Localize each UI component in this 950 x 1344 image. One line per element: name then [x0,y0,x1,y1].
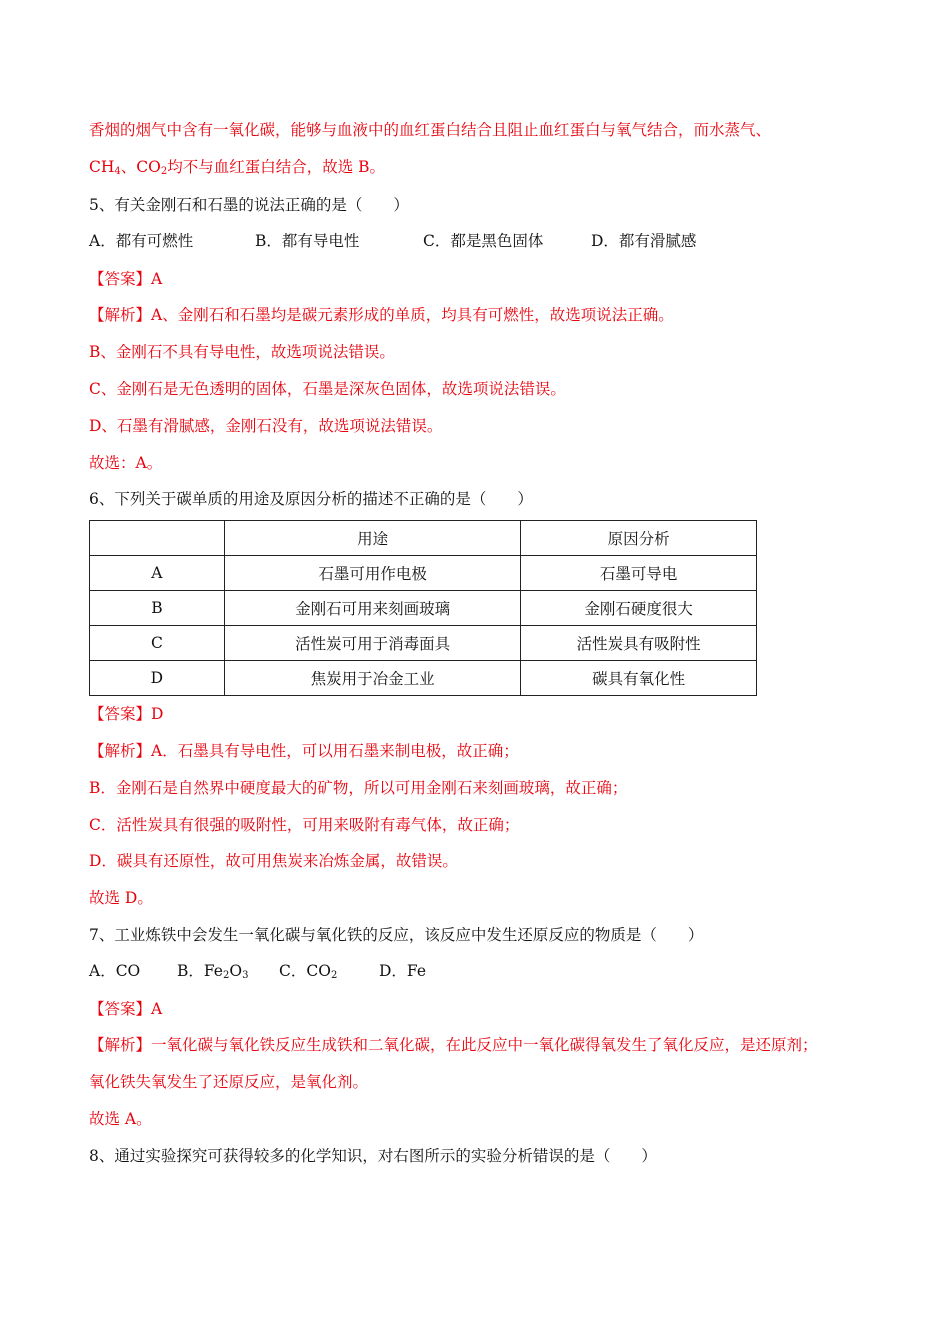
intro-analysis-line-2 [89,156,385,183]
q6-analysis-line-2: B．金刚石是自然界中硬度最大的矿物，所以可用金刚石来刻画玻璃，故正确； [89,779,628,797]
q5-option-d: D．都有滑腻感 [591,232,697,250]
q7-option-c [279,960,379,987]
subscript: 2 [222,970,230,981]
q5-analysis-line-3: C、金刚石是无色透明的固体，石墨是深灰色固体，故选项说法错误。 [89,380,566,398]
q5-analysis-line-1: 【解析】A、金刚石和石墨均是碳元素形成的单质，均具有可燃性，故选项说法正确。 [89,306,674,324]
q6-analysis-line-4: D．碳具有还原性，故可用焦炭来冶炼金属，故错误。 [89,852,458,870]
q7-answer: 【答案】A [89,1000,163,1018]
table-cell: 活性炭可用于消毒面具 [224,626,521,661]
q6-table [89,520,757,696]
q7-option-c-co: C．CO [279,962,331,980]
q6-conclusion: 故选 D。 [89,889,153,907]
intro-conclusion: 均不与血红蛋白结合，故选 B。 [167,158,386,176]
subscript: 3 [242,970,249,981]
q8-question: 8、通过实验探究可获得较多的化学知识，对右图所示的实验分析错误的是（ ） [89,1147,657,1165]
q5-question: 5、有关金刚石和石墨的说法正确的是（ ） [89,196,409,214]
table-cell: 石墨可导电 [521,556,757,591]
q5-conclusion: 故选：A。 [89,454,163,472]
table-cell: C [90,626,225,661]
q5-analysis-line-4: D、石墨有滑腻感，金刚石没有，故选项说法错误。 [89,417,443,435]
q7-question: 7、工业炼铁中会发生一氧化碳与氧化铁的反应，该反应中发生还原反应的物质是（ ） [89,926,704,944]
q5-answer: 【答案】A [89,270,163,288]
q6-analysis-line-3: C．活性炭具有很强的吸附性，可用来吸附有毒气体，故正确； [89,816,520,834]
q7-option-b-o: O [229,962,243,980]
q5-option-c: C．都是黑色固体 [423,232,544,250]
table-header-row [90,521,757,556]
subscript: 2 [160,166,168,177]
q7-analysis-line-1: 【解析】一氧化碳与氧化铁反应生成铁和二氧化碳，在此反应中一氧化碳得氧发生了氧化反应，是还原剂； [89,1036,818,1054]
intro-analysis-line-1: 香烟的烟气中含有一氧化碳，能够与血液中的血红蛋白结合且阻止血红蛋白与氧气结合，而水蒸气、 [89,121,772,139]
q5-option-a: A．都有可燃性 [89,232,194,250]
q5-option-b: B．都有导电性 [255,232,360,250]
table-header-cell: 用途 [224,521,521,556]
table-cell: 金刚石可用来刻画玻璃 [224,591,521,626]
table-row [90,556,757,591]
table-header-cell [90,521,225,556]
subscript: 2 [330,970,338,981]
table-cell: 石墨可用作电极 [224,556,521,591]
table-cell: B [90,591,225,626]
table-cell: 焦炭用于冶金工业 [224,661,521,696]
formula-ch4: CH [89,158,115,176]
q7-options [89,960,426,987]
table-cell: 活性炭具有吸附性 [521,626,757,661]
q5-options [89,230,696,252]
q7-conclusion: 故选 A。 [89,1110,152,1128]
q7-option-a: A．CO [89,962,141,980]
formula-co2: 、CO [120,158,161,176]
q7-option-b [177,960,279,987]
q6-answer: 【答案】D [89,705,164,723]
q5-analysis-line-2: B、金刚石不具有导电性，故选项说法错误。 [89,343,395,361]
table-cell: A [90,556,225,591]
q7-option-d: D．Fe [379,962,427,980]
table-row [90,626,757,661]
table-cell: D [90,661,225,696]
q7-option-b-fe: B．Fe [177,962,223,980]
table-row [90,591,757,626]
table-cell: 碳具有氧化性 [521,661,757,696]
table-header-cell: 原因分析 [521,521,757,556]
subscript: 4 [114,166,121,177]
q6-analysis-line-1: 【解析】A．石墨具有导电性，可以用石墨来制电极，故正确； [89,742,519,760]
table-row [90,661,757,696]
q7-analysis-line-2: 氧化铁失氧发生了还原反应，是氧化剂。 [89,1073,369,1091]
q6-question: 6、下列关于碳单质的用途及原因分析的描述不正确的是（ ） [89,490,533,508]
table-cell: 金刚石硬度很大 [521,591,757,626]
